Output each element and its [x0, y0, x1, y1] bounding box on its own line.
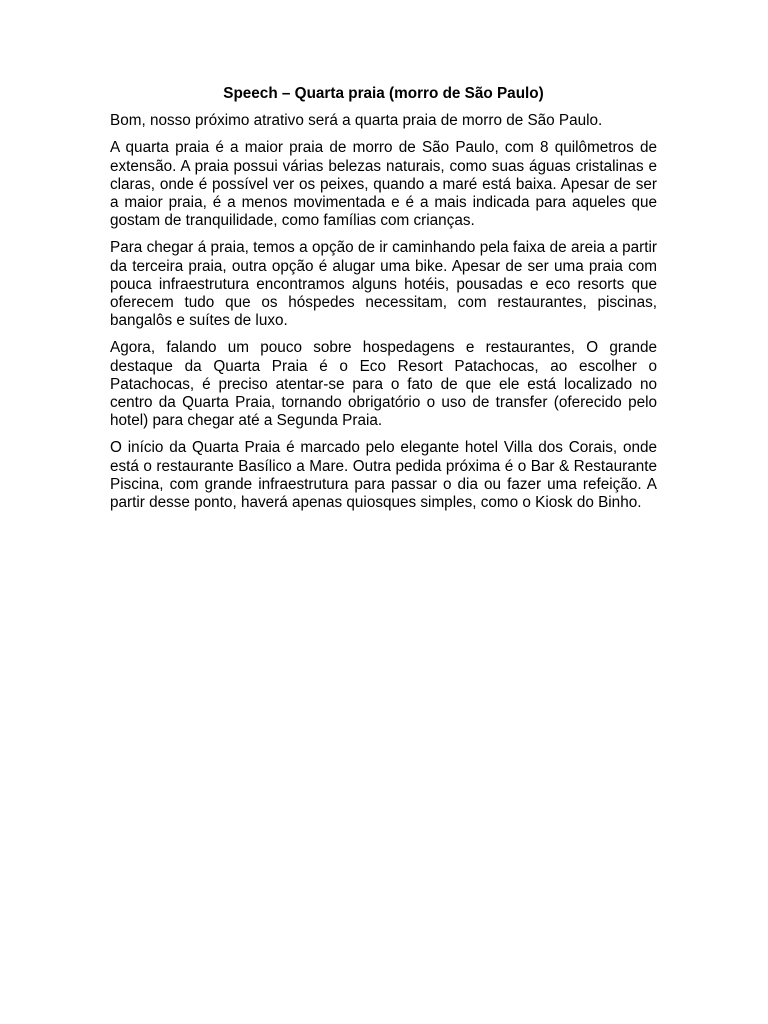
paragraph-access: Para chegar á praia, temos a opção de ir caminhando pela faixa de areia a partir da terceira praia, outra opção é alugar uma bike. Apesar de ser uma praia com pouca infraestrutura encontramos alguns hotéis, pousadas e eco resorts que oferecem tudo que os hóspedes necessitam, com restaurantes, piscinas, bangalôs e suítes de luxo.	[110, 239, 657, 330]
document-title: Speech – Quarta praia (morro de São Paulo)	[223, 85, 544, 102]
document-body	[110, 85, 657, 521]
paragraph-lodging: Agora, falando um pouco sobre hospedagens e restaurantes, O grande destaque da Quarta Praia é o Eco Resort Patachocas, ao escolher o Patachocas, é preciso atentar-se para o fato de que ele está localizado no centro da Quarta Praia, tornando obrigatório o uso de transfer (oferecido pelo hotel) para chegar até a Segunda Praia.	[110, 339, 657, 430]
paragraph-intro: Bom, nosso próximo atrativo será a quarta praia de morro de São Paulo.	[110, 112, 603, 130]
paragraph-restaurants: O início da Quarta Praia é marcado pelo elegante hotel Villa dos Corais, onde está o restaurante Basílico a Mare. Outra pedida próxima é o Bar & Restaurante Piscina, com grande infraestrutura para passar o dia ou fazer uma refeição. A partir desse ponto, haverá apenas quiosques simples, como o Kiosk do Binho.	[110, 439, 657, 512]
paragraph-description: A quarta praia é a maior praia de morro de São Paulo, com 8 quilômetros de extensão. A praia possui várias belezas naturais, como suas águas cristalinas e claras, onde é possível ver os peixes, quando a maré está baixa. Apesar de ser a maior praia, é a menos movimentada e é a mais indicada para aqueles que gostam de tranquilidade, como famílias com crianças.	[110, 139, 657, 230]
